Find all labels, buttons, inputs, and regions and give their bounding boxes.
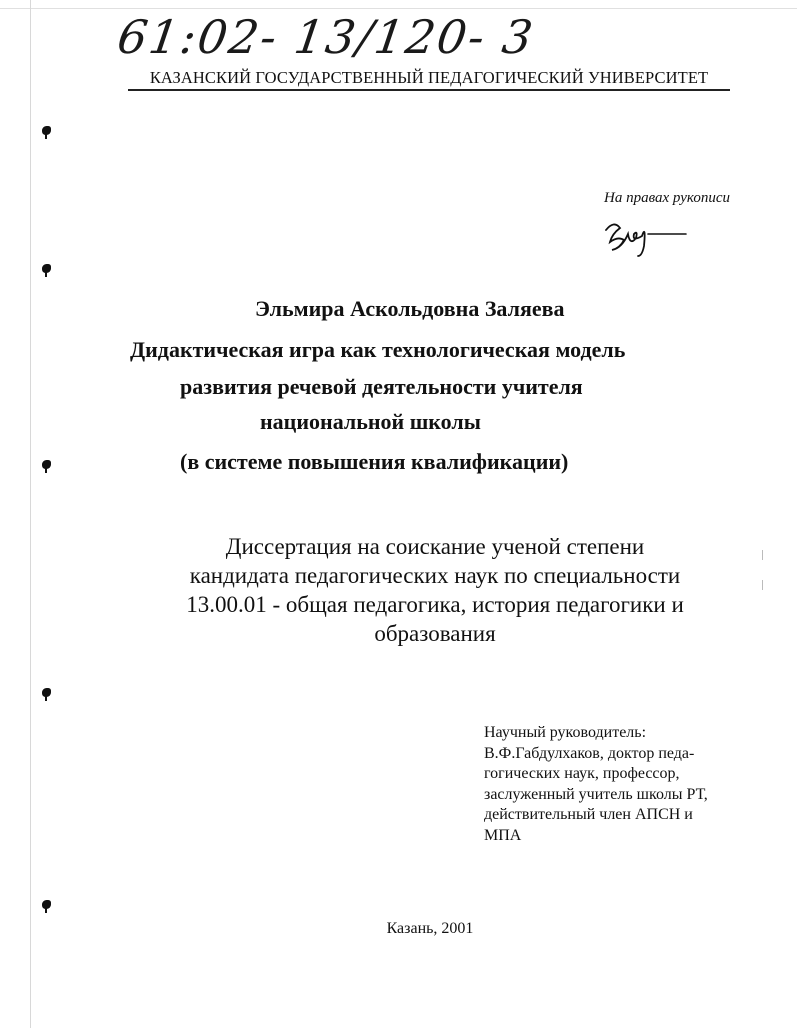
university-name: КАЗАНСКИЙ ГОСУДАРСТВЕННЫЙ ПЕДАГОГИЧЕСКИЙ УНИВЕРСИТЕТ	[149, 68, 709, 87]
scan-left-edge-line	[30, 0, 31, 1028]
city-and-year: Казань, 2001	[386, 920, 474, 937]
scan-top-border	[0, 8, 797, 9]
binding-hole-mark	[42, 264, 51, 273]
supervisor-line-3: гогических наук, профессор,	[484, 765, 680, 782]
supervisor-line-2: В.Ф.Габдулхаков, доктор педа-	[484, 744, 695, 762]
supervisor-line-6: МПА	[484, 826, 522, 844]
binding-hole-mark	[42, 460, 51, 469]
degree-line-2: кандидата педагогических наук по специальности	[189, 563, 681, 588]
scan-speck	[762, 550, 763, 560]
handwritten-registration-code: 61:02- 13/120- 3	[114, 10, 538, 64]
degree-line-1: Диссертация на соискание ученой степени	[225, 534, 645, 559]
author-name: Эльмира Аскольдовна Заляева	[255, 296, 565, 321]
supervisor-line-4: заслуженный учитель школы РТ,	[484, 785, 708, 803]
header-underline	[128, 89, 730, 91]
binding-hole-mark	[42, 688, 51, 697]
title-line-3: национальной школы	[260, 409, 481, 434]
degree-line-3: 13.00.01 - общая педагогика, история педагогики и	[186, 592, 684, 617]
signature-icon	[600, 212, 690, 260]
supervisor-line-1: Научный руководитель:	[484, 724, 647, 741]
degree-line-4: образования	[374, 621, 496, 646]
manuscript-rights-note: На правах рукописи	[604, 190, 730, 206]
scientific-supervisor	[484, 723, 754, 846]
binding-hole-mark	[42, 126, 51, 135]
title-line-4: (в системе повышения квалификации)	[180, 449, 569, 474]
title-line-2: развития речевой деятельности учителя	[180, 374, 583, 399]
binding-hole-mark	[42, 900, 51, 909]
title-line-1: Дидактическая игра как технологическая модель	[130, 337, 626, 362]
degree-statement	[120, 532, 750, 648]
scan-speck	[762, 580, 763, 590]
supervisor-line-5: действительный член АПСН и	[484, 806, 693, 823]
